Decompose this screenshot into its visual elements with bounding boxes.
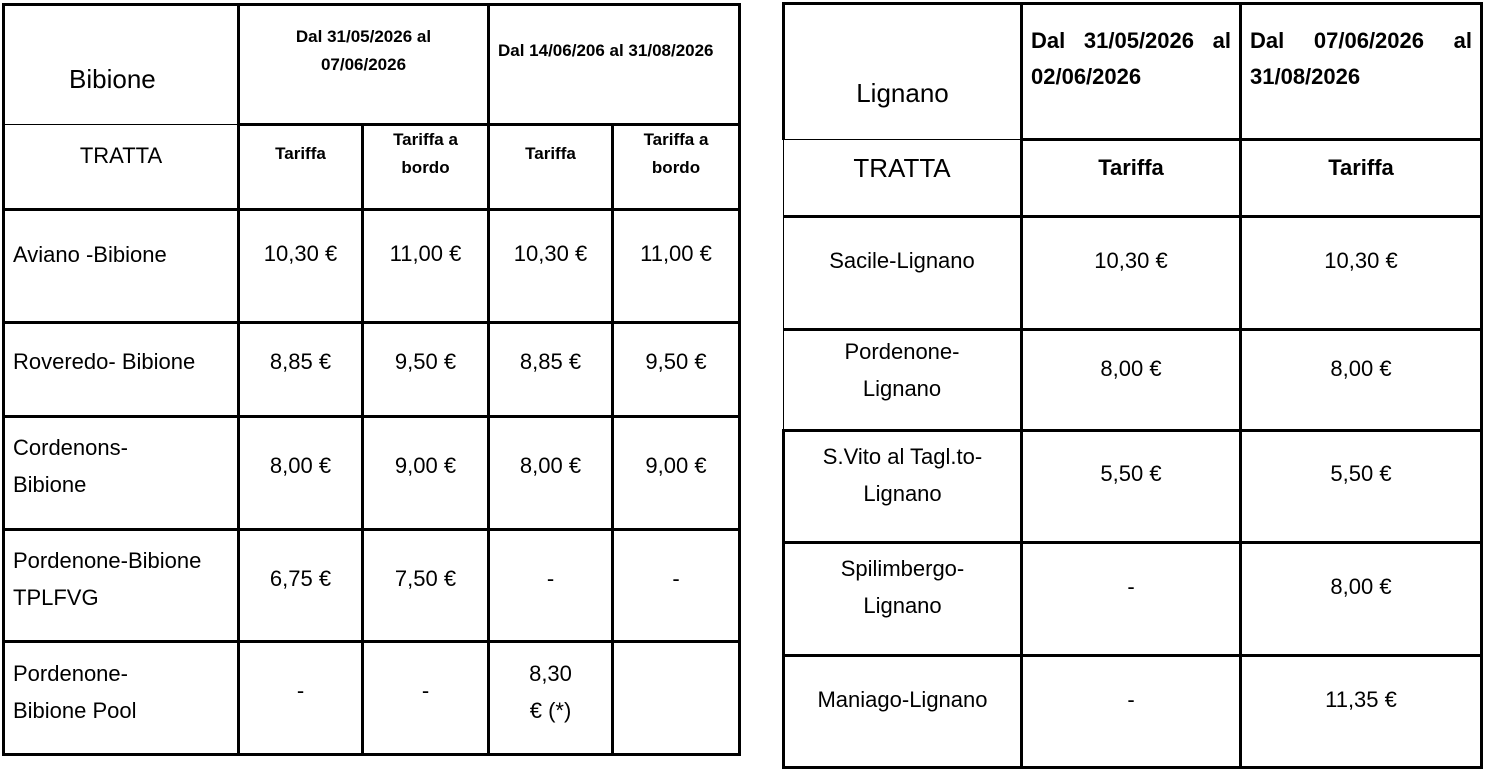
- route-label: Spilimbergo-Lignano: [784, 543, 1022, 656]
- lignano-title: Lignano: [784, 4, 1022, 140]
- route-label: Maniago-Lignano: [784, 656, 1022, 768]
- table-row: [4, 530, 740, 642]
- fare-cell: -: [613, 530, 740, 642]
- fare-cell: 8,00 €: [239, 417, 363, 530]
- lignano-fare-table: [782, 2, 1483, 769]
- table-row: [4, 417, 740, 530]
- lignano-col-tariffa-2: Tariffa: [1241, 140, 1482, 217]
- fare-cell: 9,00 €: [613, 417, 740, 530]
- bibione-col-tariffa-bordo-1: Tariffa a bordo: [363, 125, 489, 210]
- fare-cell: 8,30 € (*): [489, 642, 613, 755]
- fare-cell: 6,75 €: [239, 530, 363, 642]
- fare-cell: 7,50 €: [363, 530, 489, 642]
- fare-cell: -: [489, 530, 613, 642]
- table-row: [4, 323, 740, 417]
- bibione-col-tariffa-bordo-2: Tariffa a bordo: [613, 125, 740, 210]
- table-row: [784, 656, 1482, 768]
- fare-cell: 5,50 €: [1022, 431, 1241, 543]
- bibione-title: Bibione: [4, 5, 239, 125]
- fare-cell: -: [1022, 543, 1241, 656]
- fare-cell: -: [363, 642, 489, 755]
- fare-cell: 11,35 €: [1241, 656, 1482, 768]
- fare-cell: 8,85 €: [239, 323, 363, 417]
- fare-cell: 10,30 €: [489, 210, 613, 323]
- lignano-period-2: Dal 07/06/2026 al 31/08/2026: [1241, 4, 1482, 140]
- table-row: [784, 431, 1482, 543]
- fare-cell: 9,00 €: [363, 417, 489, 530]
- route-label: Roveredo- Bibione: [4, 323, 239, 417]
- route-label: Aviano -Bibione: [4, 210, 239, 323]
- fare-cell: -: [1022, 656, 1241, 768]
- fare-cell: 10,30 €: [1022, 217, 1241, 330]
- fare-cell: 8,85 €: [489, 323, 613, 417]
- lignano-col-tariffa-1: Tariffa: [1022, 140, 1241, 217]
- fare-cell: 8,00 €: [1241, 543, 1482, 656]
- bibione-tratta-header: TRATTA: [4, 125, 239, 210]
- fare-cell: 9,50 €: [363, 323, 489, 417]
- fare-cell: [613, 642, 740, 755]
- fare-cell: 8,00 €: [1241, 330, 1482, 431]
- fare-cell: 8,00 €: [1022, 330, 1241, 431]
- bibione-col-tariffa-2: Tariffa: [489, 125, 613, 210]
- table-row: [784, 330, 1482, 431]
- fare-cell: 10,30 €: [239, 210, 363, 323]
- bibione-period-1: Dal 31/05/2026 al 07/06/2026: [239, 5, 489, 125]
- route-label: Pordenone-Lignano: [784, 330, 1022, 431]
- table-row: [784, 543, 1482, 656]
- route-label: Pordenone-Bibione TPLFVG: [4, 530, 239, 642]
- table-row: [4, 642, 740, 755]
- fare-cell: 11,00 €: [363, 210, 489, 323]
- route-label: Cordenons-Bibione: [4, 417, 239, 530]
- bibione-fare-table: [2, 3, 741, 756]
- route-label: Sacile-Lignano: [784, 217, 1022, 330]
- table-row: [4, 210, 740, 323]
- fare-cell: 5,50 €: [1241, 431, 1482, 543]
- route-label: Pordenone-Bibione Pool: [4, 642, 239, 755]
- fare-cell: 8,00 €: [489, 417, 613, 530]
- bibione-period-2: Dal 14/06/206 al 31/08/2026: [489, 5, 740, 125]
- route-label: S.Vito al Tagl.to-Lignano: [784, 431, 1022, 543]
- fare-cell: 10,30 €: [1241, 217, 1482, 330]
- fare-cell: 11,00 €: [613, 210, 740, 323]
- lignano-period-1: Dal 31/05/2026 al 02/06/2026: [1022, 4, 1241, 140]
- table-row: [784, 217, 1482, 330]
- bibione-col-tariffa-1: Tariffa: [239, 125, 363, 210]
- fare-cell: -: [239, 642, 363, 755]
- fare-cell: 9,50 €: [613, 323, 740, 417]
- lignano-tratta-header: TRATTA: [784, 140, 1022, 217]
